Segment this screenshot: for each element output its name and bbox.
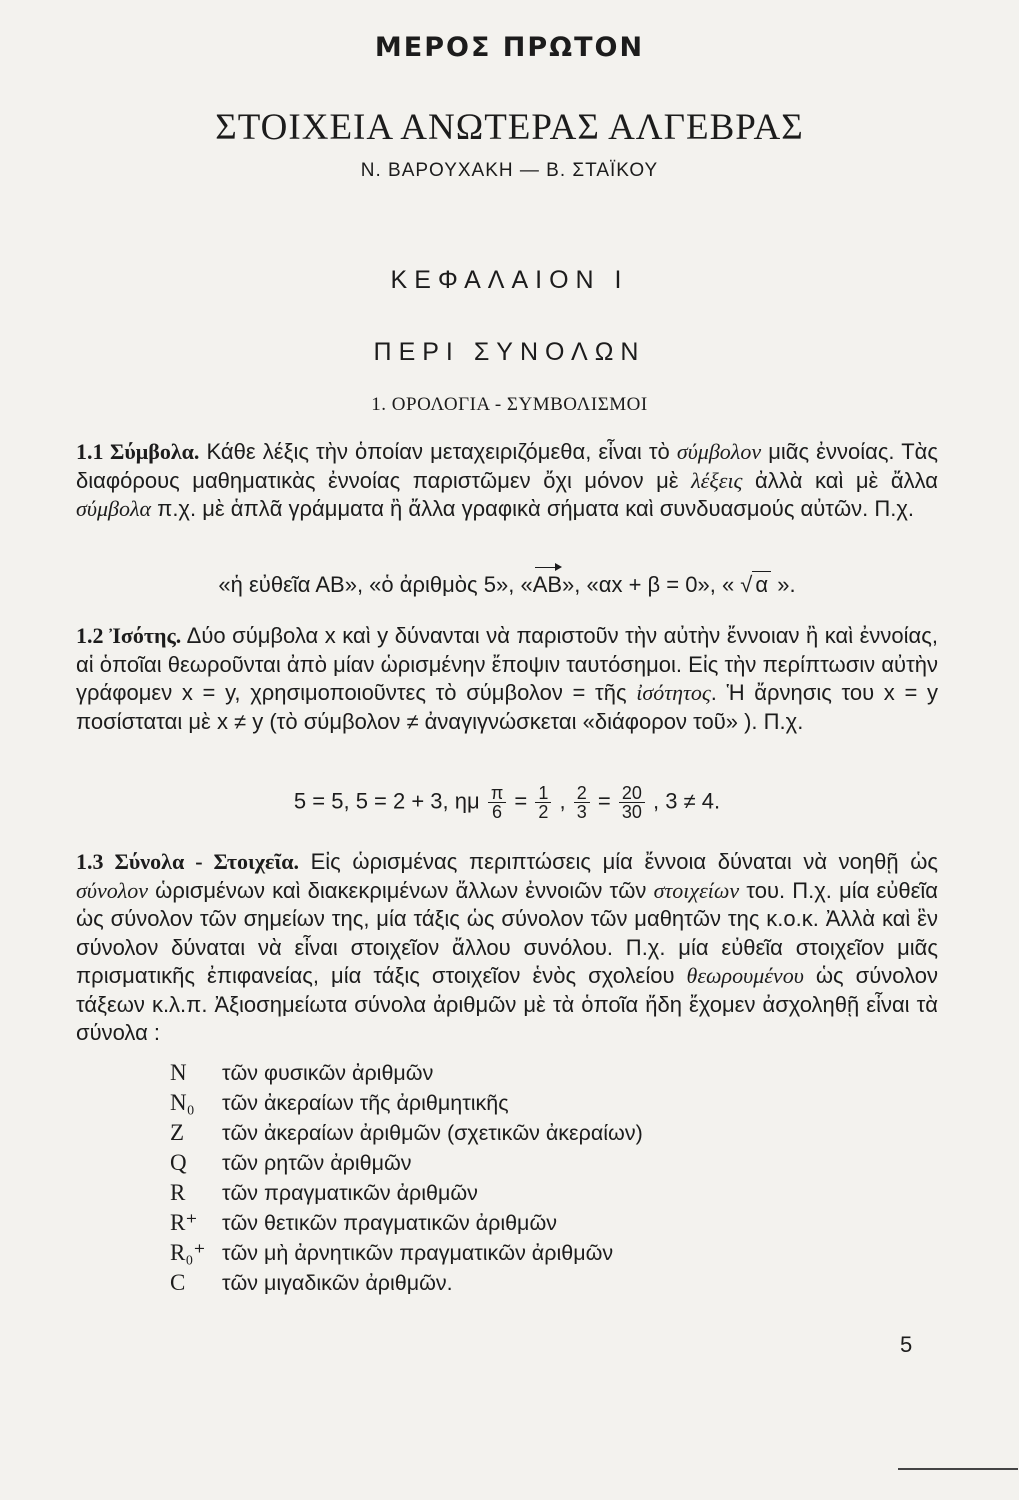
set-item: [170, 1148, 870, 1178]
set-item: [170, 1118, 870, 1148]
set-description: τῶν μιγαδικῶν ἀριθμῶν.: [222, 1270, 453, 1295]
set-symbol: Z: [170, 1120, 185, 1145]
fraction-pi-6: [488, 784, 506, 821]
section-title: ΠΕΡΙ ΣΥΝΟΛΩΝ: [373, 338, 646, 366]
set-item: [170, 1178, 870, 1208]
set-description: τῶν θετικῶν πραγματικῶν ἀριθμῶν: [222, 1210, 557, 1235]
fraction-numerator: 1: [535, 784, 551, 803]
fraction-20-30: [619, 784, 645, 821]
equality-examples: [76, 784, 938, 821]
fraction-denominator: 30: [621, 802, 642, 822]
set-item: [170, 1088, 870, 1118]
set-symbol: C: [170, 1270, 186, 1295]
italic-term: ἰσότητος: [636, 680, 711, 705]
italic-term: στοιχείων: [653, 877, 740, 903]
italic-term: σύνολον: [76, 877, 149, 903]
set-item: [170, 1208, 870, 1238]
text: Κάθε λέξις τὴν ὁποίαν μεταχειριζόμεθα, εἶναι τὸ: [199, 439, 677, 464]
part-title: ΜΕΡΟΣ ΠΡΩΤΟΝ: [374, 32, 645, 63]
example-text: », «αx + β = 0», « √: [562, 572, 753, 597]
subheading: 1. ΟΡΟΛΟΓΙΑ - ΣΥΜΒΟΛΙΣΜΟΙ: [371, 394, 648, 415]
text: ἀλλὰ καὶ μὲ ἄλλα: [742, 467, 939, 493]
heading-symbols: 1.1 Σύμβολα.: [76, 439, 200, 464]
paragraph-equality: [76, 622, 938, 736]
set-symbol: R₀⁺: [170, 1240, 206, 1265]
italic-term: λέξεις: [691, 467, 743, 493]
sqrt-alpha: α: [752, 571, 771, 597]
text: ὡρισμένων καὶ διακεκριμένων ἄλλων ἐννοιῶν τῶν: [148, 877, 654, 903]
italic-term: θεωρουμένου: [686, 963, 804, 988]
set-symbol: R⁺: [170, 1210, 198, 1235]
example-text: ,: [559, 788, 572, 814]
set-symbol: N: [170, 1060, 187, 1085]
text: μιᾶς ἐννοίας. Τὰς διαφόρους μαθηματικὰς ἐννοίας παριστῶμεν ὄχι μόνον μὲ: [76, 439, 938, 493]
set-description: τῶν μὴ ἀρνητικῶν πραγματικῶν ἀριθμῶν: [222, 1240, 614, 1265]
heading-sets: 1.3 Σύνολα - Στοιχεῖα.: [76, 849, 299, 874]
example-text: ».: [771, 572, 796, 597]
paragraph-symbols: [76, 438, 938, 524]
fraction-numerator: π: [488, 784, 506, 803]
set-symbol: Q: [170, 1150, 187, 1175]
example-text: =: [514, 788, 534, 814]
set-description: τῶν ἀκεραίων τῆς ἀριθμητικῆς: [222, 1090, 509, 1115]
example-text: =: [597, 788, 617, 814]
example-text: «ἡ εὐθεῖα ΑΒ», «ὁ ἀριθμὸς 5», «: [218, 572, 533, 597]
text: του. Π.χ. μία εὐθεῖα ὡς σύνολον τῶν σημείων της, μία τάξις ὡς σύνολον τῶν μαθητῶν της κ.ο.κ. Ἀλλὰ καὶ ἓν σύνολον δύναται νὰ εἶναι στοιχεῖον ἄλλου συνόλου. Π.χ. μία εὐθεῖα στοιχεῖον μιᾶς πρισματικῆς ἐπιφανείας, μία τάξις στοιχεῖον ἑνὸς σχολείου: [76, 877, 939, 988]
set-description: τῶν πραγματικῶν ἀριθμῶν: [222, 1180, 478, 1205]
fraction-2-3: [574, 784, 590, 821]
fraction-denominator: 3: [576, 802, 587, 822]
text: . Ἡ ἄρνησις του x = y ποσίσταται μὲ x ≠ y (τὸ σύμβολον ≠ ἀναγιγνώσκεται «διάφορον τοῦ» ). Π.χ.: [76, 680, 938, 734]
example-text: , 3 ≠ 4.: [652, 788, 721, 814]
text: π.χ. μὲ ἁπλᾶ γράμματα ἢ ἄλλα γραφικὰ σήματα καὶ συνδυασμούς αὐτῶν. Π.χ.: [151, 496, 915, 521]
example-text: 5 = 5, 5 = 2 + 3, ημ: [293, 788, 480, 814]
vector-ab: ΑΒ: [532, 572, 563, 597]
set-description: τῶν ρητῶν ἀριθμῶν: [222, 1150, 412, 1175]
book-title: ΣΤΟΙΧΕΙΑ ΑΝΩΤΕΡΑΣ ΑΛΓΕΒΡΑΣ: [215, 107, 804, 148]
chapter-title: ΚΕΦΑΛΑΙΟΝ Ι: [390, 266, 629, 294]
set-item: [170, 1238, 870, 1268]
fraction-numerator: 20: [619, 784, 645, 803]
page-number: 5: [900, 1332, 913, 1357]
heading-equality: 1.2 Ἰσότης.: [76, 623, 182, 648]
symbols-examples: [76, 572, 938, 598]
set-symbol: R: [170, 1180, 186, 1205]
set-item: [170, 1058, 870, 1088]
footer-rule: [898, 1468, 1018, 1470]
set-description: τῶν φυσικῶν ἀριθμῶν: [222, 1060, 434, 1085]
italic-term: σύμβολον: [676, 439, 762, 464]
text: Εἰς ὡρισμένας περιπτώσεις μία ἔννοια δύναται νὰ νοηθῇ ὡς: [299, 849, 938, 874]
fraction-denominator: 2: [538, 802, 549, 822]
fraction-denominator: 6: [492, 802, 503, 822]
text: ὡς σύνολον τάξεων κ.λ.π. Ἀξιοσημείωτα σύνολα ἀριθμῶν μὲ τὰ ὁποῖα ἤδη ἔχομεν ἀσχοληθῇ εἶναι τὰ σύνολα :: [76, 963, 939, 1045]
fraction-numerator: 2: [574, 784, 590, 803]
set-item: [170, 1268, 870, 1298]
paragraph-sets: [76, 848, 938, 1048]
number-sets-list: [170, 1058, 870, 1298]
authors: Ν. ΒΑΡΟΥΧΑΚΗ — Β. ΣΤΑΪΚΟΥ: [360, 160, 659, 181]
set-symbol: N₀: [170, 1090, 195, 1115]
set-description: τῶν ἀκεραίων ἀριθμῶν (σχετικῶν ἀκεραίων): [222, 1120, 643, 1145]
italic-term: σύμβολα: [76, 496, 152, 521]
fraction-1-2: [535, 784, 551, 821]
text: Δύο σύμβολα x καὶ y δύνανται νὰ παριστοῦν τὴν αὐτὴν ἔννοιαν ἢ καὶ ἐννοίας, αἱ ὁποῖαι θεωροῦνται ἀπὸ μίαν ὡρισμένην ἔποψιν ταυτόσημοι. Εἰς τὴν περίπτωσιν αὐτὴν γράφομεν x = y, χρησιμοποιοῦντες τὸ σύμβολον = τῆς: [76, 623, 938, 705]
